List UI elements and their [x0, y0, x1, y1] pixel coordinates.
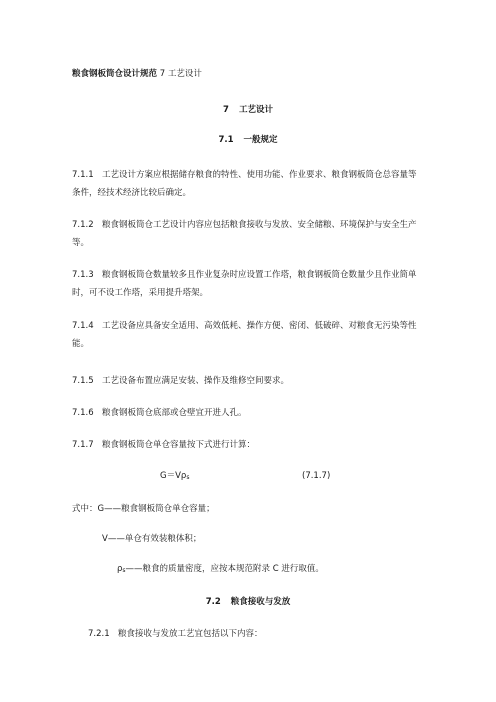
clause-text: 工艺设备应具备安全适用、高效低耗、操作方便、密闭、低破碎、对粮食无污染等性能。: [72, 321, 417, 349]
clause-number: 7.1.6: [72, 408, 94, 418]
clause-text: 粮食钢板筒仓单仓容量按下式进行计算：: [102, 440, 256, 450]
clause-text: 粮食钢板筒仓工艺设计内容应包括粮食接收与发放、安全储粮、环境保护与安全生产等。: [72, 220, 417, 248]
section-number: 7.1: [218, 135, 234, 145]
clause-text: 粮食接收与发放工艺宜包括以下内容：: [118, 629, 263, 639]
clause-7-1-7: [72, 436, 422, 454]
header-rest: 7 工艺设计: [157, 69, 202, 79]
chapter-number: 7: [223, 105, 229, 115]
clause-7-1-6: [72, 404, 422, 422]
formula-subscript: s: [186, 474, 190, 481]
chapter-heading: [0, 104, 496, 116]
document-header: [72, 68, 202, 80]
clause-number: 7.1.1: [72, 170, 94, 180]
definition-intro: 式中：G——粮食钢板筒仓单仓容量；: [72, 504, 215, 514]
header-bold-title: 粮食钢板筒仓设计规范: [72, 69, 158, 79]
clause-number: 7.1.3: [72, 270, 94, 280]
clause-text: 粮食钢板筒仓底部或仓壁宜开进人孔。: [102, 408, 247, 418]
formula-label: (7.1.7): [302, 471, 331, 481]
clause-number: 7.1.7: [72, 440, 94, 450]
clause-text: 工艺设备布置应满足安装、操作及维修空间要求。: [102, 376, 290, 386]
clause-number: 7.1.4: [72, 321, 94, 331]
clause-7-1-5: [72, 372, 422, 390]
clause-7-1-2: [72, 216, 422, 252]
clause-7-1-4: [72, 317, 422, 353]
clause-number: 7.1.2: [72, 220, 94, 230]
clause-7-1-3: [72, 266, 422, 302]
section-title: 一般规定: [243, 135, 278, 145]
rho-subscript: s: [122, 567, 126, 574]
section-number: 7.2: [205, 597, 221, 607]
formula-expression: [160, 470, 189, 484]
clause-7-1-1: [72, 166, 422, 202]
clause-number: 7.2.1: [88, 629, 110, 639]
clause-text: 粮食钢板筒仓数量较多且作业复杂时应设置工作塔，粮食钢板筒仓数量少且作业简单时，可不设工作塔，采用提升塔架。: [72, 270, 417, 298]
chapter-title: 工艺设计: [238, 105, 273, 115]
definition-v: V——单仓有效装粮体积；: [102, 534, 202, 544]
clause-7-2-1: [88, 628, 263, 640]
clause-text: 工艺设计方案应根据储存粮食的特性、使用功能、作业要求、粮食钢板筒仓总容量等条件，经技术经济比较后确定。: [72, 170, 417, 198]
section-heading-7-1: [0, 134, 496, 146]
formula-main: G＝Vρ: [160, 471, 187, 481]
rho-text: ——粮食的质量密度，应按本规范附录 C 进行取值。: [125, 564, 324, 574]
section-title: 粮食接收与发放: [230, 597, 291, 607]
definition-rho: [117, 563, 324, 577]
section-heading-7-2: [0, 596, 496, 608]
rho-symbol: ρ: [117, 564, 123, 574]
clause-number: 7.1.5: [72, 376, 94, 386]
